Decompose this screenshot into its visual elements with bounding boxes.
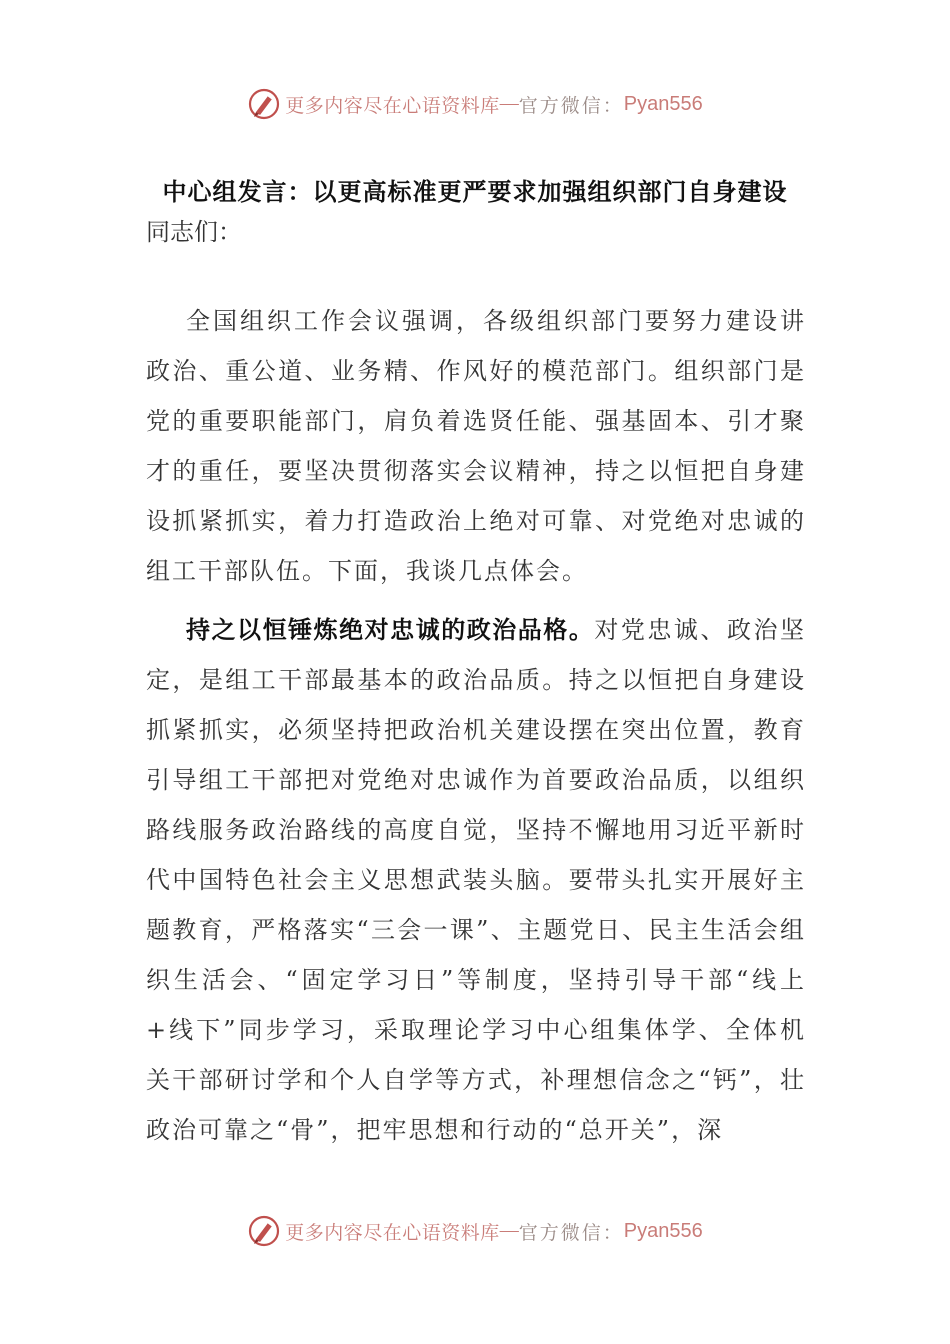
document-title: 中心组发言：以更高标准更严要求加强组织部门自身建设: [162, 178, 788, 206]
footer-wechat-id: Pyan556: [623, 1219, 703, 1242]
footer-banner: [0, 1211, 950, 1251]
salutation: 同志们：: [146, 218, 242, 246]
paragraph-2: [146, 605, 806, 1155]
paragraph-2-lead: 持之以恒锤炼绝对忠诚的政治品格。: [186, 616, 595, 644]
paragraph-1: 全国组织工作会议强调，各级组织部门要努力建设讲政治、重公道、业务精、作风好的模范部门。组织部门是党的重要职能部门，肩负着选贤任能、强基固本、引才聚才的重任，要坚决贯彻落实会议精神，持之以恒把自身建设抓紧抓实，着力打造政治上绝对可靠、对党绝对忠诚的组工干部队伍。下面，我谈几点体会。: [146, 307, 806, 585]
footer-banner-content: [247, 1214, 703, 1248]
banner-text-label: 官方微信：: [518, 94, 624, 117]
footer-text-label: 官方微信：: [518, 1221, 624, 1244]
footer-dash: —: [499, 1220, 519, 1241]
pen-logo-icon: [247, 87, 281, 121]
footer-text-main: 更多内容尽在心语资料库: [285, 1221, 500, 1244]
banner-text-main: 更多内容尽在心语资料库: [285, 94, 500, 117]
header-banner-content: [247, 87, 703, 121]
paragraph-2-body: 对党忠诚、政治坚定，是组工干部最基本的政治品质。持之以恒把自身建设抓紧抓实，必须坚持把政治机关建设摆在突出位置，教育引导组工干部把对党绝对忠诚作为首要政治品质，以组织路线服务政治路线的高度自觉，坚持不懈地用习近平新时代中国特色社会主义思想武装头脑。要带头扎实开展好主题教育，严格落实“三会一课”、主题党日、民主生活会组织生活会、“固定学习日”等制度，坚持引导干部“线上+线下”同步学习，采取理论学习中心组集体学、全体机关干部研讨学和个人自学等方式，补理想信念之“钙”，壮政治可靠之“骨”，把牢思想和行动的“总开关”，深: [146, 616, 807, 1144]
pen-logo-icon: [247, 1214, 281, 1248]
banner-wechat-id: Pyan556: [623, 92, 703, 115]
banner-dash: —: [499, 93, 519, 114]
header-banner: [0, 84, 950, 124]
